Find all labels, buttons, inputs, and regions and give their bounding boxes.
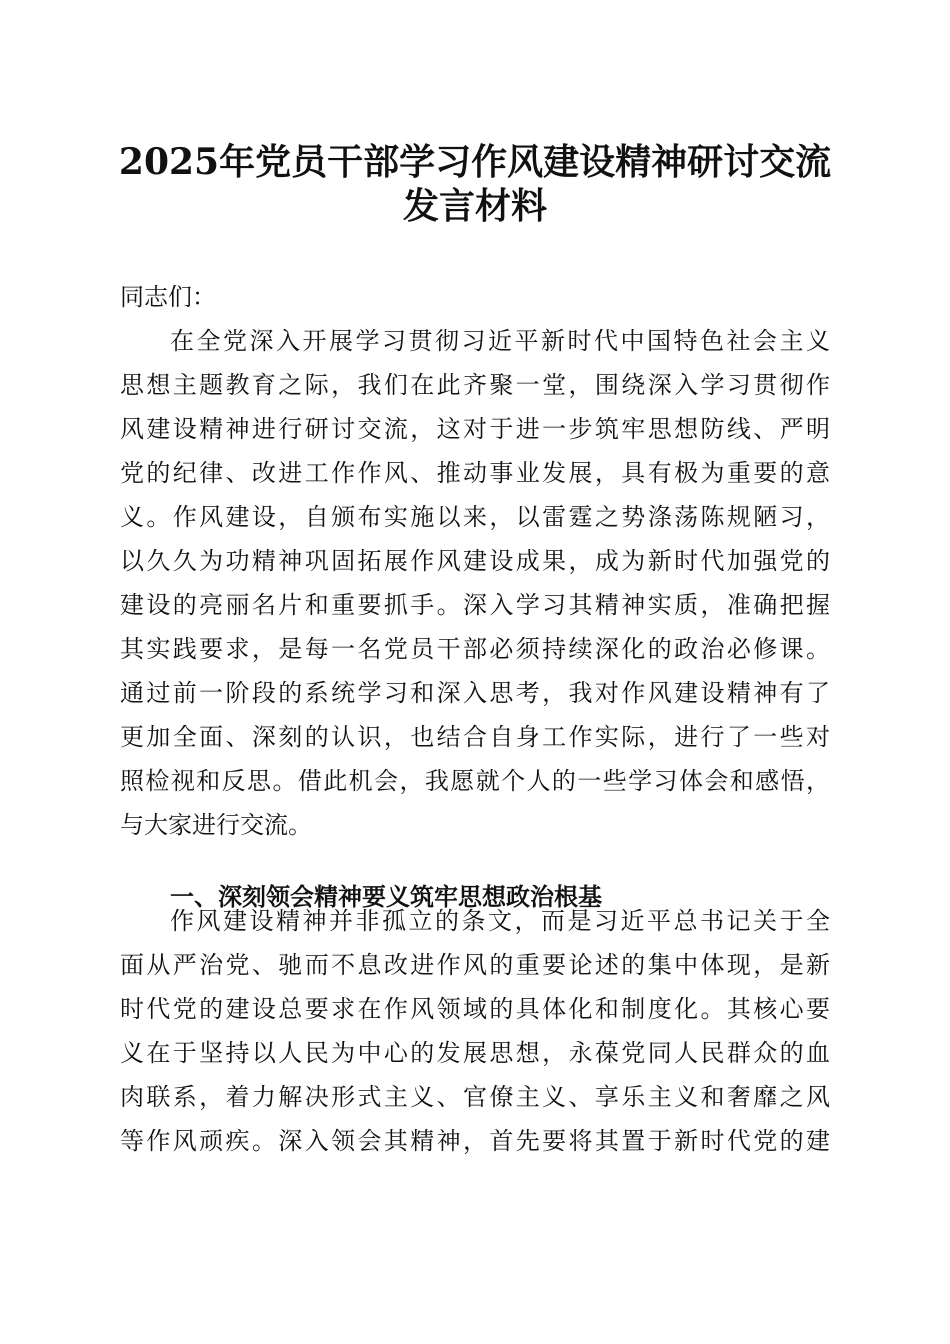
paragraph-line: 时代党的建设总要求在作风领域的具体化和制度化。其核心要 — [120, 995, 830, 1023]
document-title-line-1: 2025年党员干部学习作风建设精神研讨交流 — [118, 141, 832, 183]
paragraph-line: 与大家进行交流。 — [120, 811, 312, 839]
paragraph-2 — [120, 899, 830, 1163]
paragraph-line: 面从严治党、驰而不息改进作风的重要论述的集中体现，是新 — [120, 951, 830, 979]
paragraph-1 — [120, 319, 830, 847]
paragraph-line: 在全党深入开展学习贯彻习近平新时代中国特色社会主义 — [170, 327, 830, 355]
paragraph-line: 其实践要求，是每一名党员干部必须持续深化的政治必修课。 — [120, 635, 830, 663]
greeting — [120, 275, 830, 319]
paragraph-line: 作风建设精神并非孤立的条文，而是习近平总书记关于全 — [170, 907, 830, 935]
paragraph-line: 建设的亮丽名片和重要抓手。深入学习其精神实质，准确把握 — [120, 591, 830, 619]
paragraph-line: 照检视和反思。借此机会，我愿就个人的一些学习体会和感悟， — [120, 767, 830, 795]
section-heading-1: 一、深刻领会精神要义筑牢思想政治根基 — [170, 882, 602, 911]
document-title-line-2: 发言材料 — [402, 185, 547, 227]
greeting-text: 同志们： — [120, 283, 216, 311]
paragraph-line: 更加全面、深刻的认识，也结合自身工作实际，进行了一些对 — [120, 723, 830, 751]
paragraph-line: 通过前一阶段的系统学习和深入思考，我对作风建设精神有了 — [120, 679, 830, 707]
paragraph-line: 肉联系，着力解决形式主义、官僚主义、享乐主义和奢靡之风 — [120, 1083, 830, 1111]
paragraph-line: 思想主题教育之际，我们在此齐聚一堂，围绕深入学习贯彻作 — [120, 371, 830, 399]
paragraph-line: 等作风顽疾。深入领会其精神，首先要将其置于新时代党的建 — [120, 1127, 830, 1155]
paragraph-line: 义在于坚持以人民为中心的发展思想，永葆党同人民群众的血 — [120, 1039, 830, 1067]
paragraph-line: 党的纪律、改进工作作风、推动事业发展，具有极为重要的意 — [120, 459, 830, 487]
paragraph-line: 以久久为功精神巩固拓展作风建设成果，成为新时代加强党的 — [120, 547, 830, 575]
paragraph-line: 风建设精神进行研讨交流，这对于进一步筑牢思想防线、严明 — [120, 415, 830, 443]
paragraph-line: 义。作风建设，自颁布实施以来，以雷霆之势涤荡陈规陋习， — [120, 503, 830, 531]
